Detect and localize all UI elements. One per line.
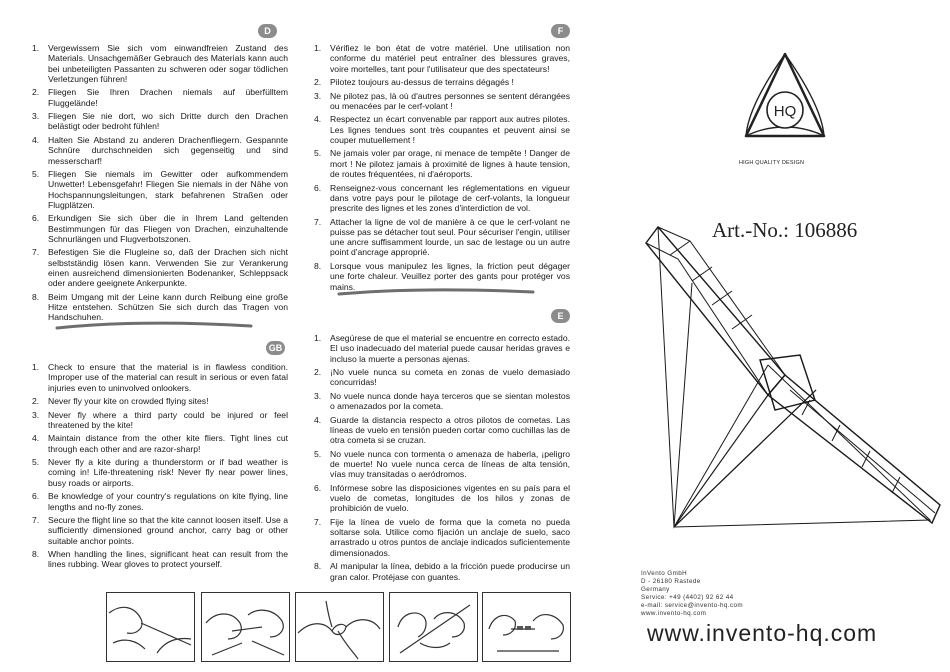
list-item: 1. Check to ensure that the material is in flawless condition. Improper use of the material can result in serious or even fatal injuries even to uninvolved onlookers. [32, 362, 288, 393]
address-line: InVento GmbH [641, 570, 688, 577]
list-item: 6. Infórmese sobre las disposiciones vigentes en su país para el vuelo de cometas, longitudes de los hilos y zonas de prohibición de vuelo. [314, 482, 570, 514]
list-item: 2. Fliegen Sie Ihren Drachen niemals auf überfülltem Fluggelände! [32, 87, 288, 108]
address-line: Service: +49 (4402) 92 62 44 [641, 594, 734, 601]
hands-handling-line-icon [201, 592, 290, 662]
list-item: 3. Ne pilotez pas, là où d'autres personnes se sentent dérangées ou menacées par le cerf-volant ! [314, 90, 570, 111]
list-item: 5. Never fly a kite during a thunderstorm or if bad weather is coming in! Life-threatening risk! Never fly near power lines, busy roads or airports. [32, 457, 288, 488]
hands-cutting-line-icon [482, 592, 571, 662]
safety-list-es [314, 333, 570, 585]
divider-swoosh [55, 319, 255, 333]
list-item: 3. Fliegen Sie nie dort, wo sich Dritte durch den Drachen belästigt oder bedroht fühlen! [32, 111, 288, 132]
list-item: 2. Never fly your kite on crowded flying sites! [32, 396, 209, 407]
hq-logo-icon [730, 48, 840, 158]
list-item: 8. Beim Umgang mit der Leine kann durch Reibung eine große Hitze entstehen. Schützen Sie sich durch das Tragen von Handschuhen. [32, 291, 288, 323]
section-badge-fr: F [551, 24, 570, 38]
section-badge-de: D [258, 24, 277, 38]
list-item: 6. Renseignez-vous concernant les réglementations en vigueur dans votre pays pour le pilotage de cerf-volants, la longueur prescrite des lignes et les zones d'interdiction de vol. [314, 182, 570, 214]
list-item: 4. Guarde la distancia respecto a otros pilotos de cometas. Las líneas de vuelo en tensión pueden cortar como cuchillas las de otra cometa si se cruzan. [314, 414, 570, 446]
list-item: 7. Attacher la ligne de vol de manière à ce que le cerf-volant ne puisse pas se détacher tout seul. Pour sécuriser l'engin, utiliser une ancre suffisamment lourde, un sac de lestage ou un autre point d'ancrage approprié. [314, 216, 571, 258]
list-item: 8. Lorsque vous manipulez les lignes, la friction peut dégager une forte chaleur. Veuillez porter des gants pour protéger vos mains. [314, 260, 570, 292]
list-item: 4. Halten Sie Abstand zu anderen Drachenfliegern. Gespannte Schnüre durchschneiden sich gegenseitig und sind messerscharf! [32, 134, 288, 166]
divider-swoosh [337, 286, 537, 300]
list-item: 1. Vergewissern Sie sich vom einwandfreien Zustand des Materials. Unsachgemäßer Gebrauch des Materials kann auch bei unbeteiligten Passanten zu schweren oder sogar tödlichen Verletzungen führen! [32, 43, 288, 84]
company-address [641, 570, 743, 618]
brand-tagline: HIGH QUALITY DESIGN [739, 160, 805, 166]
address-line: Germany [641, 586, 670, 593]
list-item: 3. No vuele nunca donde haya terceros que se sientan molestos o amenazados por la cometa. [314, 390, 570, 412]
list-item: 7. Secure the flight line so that the kite cannot loosen itself. Use a sufficiently dimensioned ground anchor, carry bag or other suitable anchor points. [32, 514, 288, 546]
section-badge-gb: GB [266, 341, 285, 355]
website-url: www.invento-hq.com [647, 620, 878, 646]
list-item: 4. Maintain distance from the other kite fliers. Tight lines cut through each other and are razor-sharp! [32, 433, 288, 454]
article-number: Art.-No.: 106886 [712, 218, 858, 242]
kite-illustration [640, 215, 945, 545]
list-item: 4. Respectez un écart convenable par rapport aux autres pilotes. Les lignes tendues sont très coupantes et peuvent ainsi se couper mutuellement ! [314, 114, 570, 145]
list-item: 5. Fliegen Sie niemals im Gewitter oder aufkommendem Unwetter! Lebensgefahr! Fliegen Sie niemals in der Nähe von Hochspannungsleitungen, stark befahrenen Straßen oder Flugplätzen. [32, 169, 288, 210]
list-item: 5. Ne jamais voler par orage, ni menace de tempête ! Danger de mort ! Ne pilotez jamais à proximité de lignes à haute tension, de routes fréquentées, ni d'aéroports. [314, 148, 570, 180]
safety-list-gb [32, 362, 288, 573]
list-item: 6. Be knowledge of your country's regulations on kite flying, line lengths and no-fly zones. [32, 491, 288, 512]
list-item: 1. Vérifiez le bon état de votre matériel. Une utilisation non conforme du matériel peut entraîner des blessures graves, voire mortelles, tant pour l'utilisateur que des spectateurs! [314, 43, 570, 74]
safety-list-de [32, 43, 288, 326]
safety-list-fr [314, 43, 570, 295]
address-line: e-mail: service@invento-hq.com [641, 602, 744, 609]
list-item: 2. ¡No vuele nunca su cometa en zonas de vuelo demasiado concurridas! [314, 367, 570, 388]
address-line: www.invento-hq.com [641, 610, 707, 617]
hands-knot-line-icon [295, 592, 384, 662]
list-item: 8. Al manipular la línea, debido a la fricción puede producirse un gran calor. Protéjase con guantes. [314, 561, 570, 582]
list-item: 7. Fije la línea de vuelo de forma que la cometa no pueda soltarse sola. Utilice como fijación un anclaje de suelo, saco arrastrado u otros puntos de anclaje indicados suficientemente dimensionados. [314, 516, 570, 558]
list-item: 7. Befestigen Sie die Flugleine so, daß der Drachen sich nicht selbstständig lösen kann. Verwenden Sie zur Verankerung einen ausreichend dimensionierten Bodenanker, Schleppsack oder andere geeignete Ankerpunkte. [32, 247, 288, 289]
logo-text: HQ [773, 103, 797, 120]
hands-winding-line-icon [106, 592, 195, 662]
list-item: 3. Never fly where a third party could be injured or feel threatened by the kite! [32, 409, 288, 430]
list-item: 8. When handling the lines, significant heat can result from the lines rubbing. Wear gloves to protect yourself. [32, 549, 288, 570]
section-badge-es: E [551, 309, 570, 323]
list-item: 2. Pilotez toujours au-dessus de terrains dégagés ! [314, 77, 514, 88]
list-item: 5. No vuele nunca con tormenta o amenaza de haberla, ¡peligro de muerte! No vuele nunca cerca de líneas de alta tensión, vías muy transitadas o aeródromos. [314, 448, 570, 480]
address-line: D - 26180 Rastede [641, 578, 701, 585]
list-item: 1. Asegúrese de que el material se encuentre en correcto estado. El uso inadecuado del material puede causar heridas graves e incluso la muerte a personas ajenas. [314, 333, 570, 364]
hands-gloves-line-icon [389, 592, 478, 662]
list-item: 6. Erkundigen Sie sich über die in Ihrem Land geltenden Bestimmungen für das Fliegen von Drachen, einzuhaltende Schnurlängen und Flugverbotszonen. [32, 213, 288, 244]
